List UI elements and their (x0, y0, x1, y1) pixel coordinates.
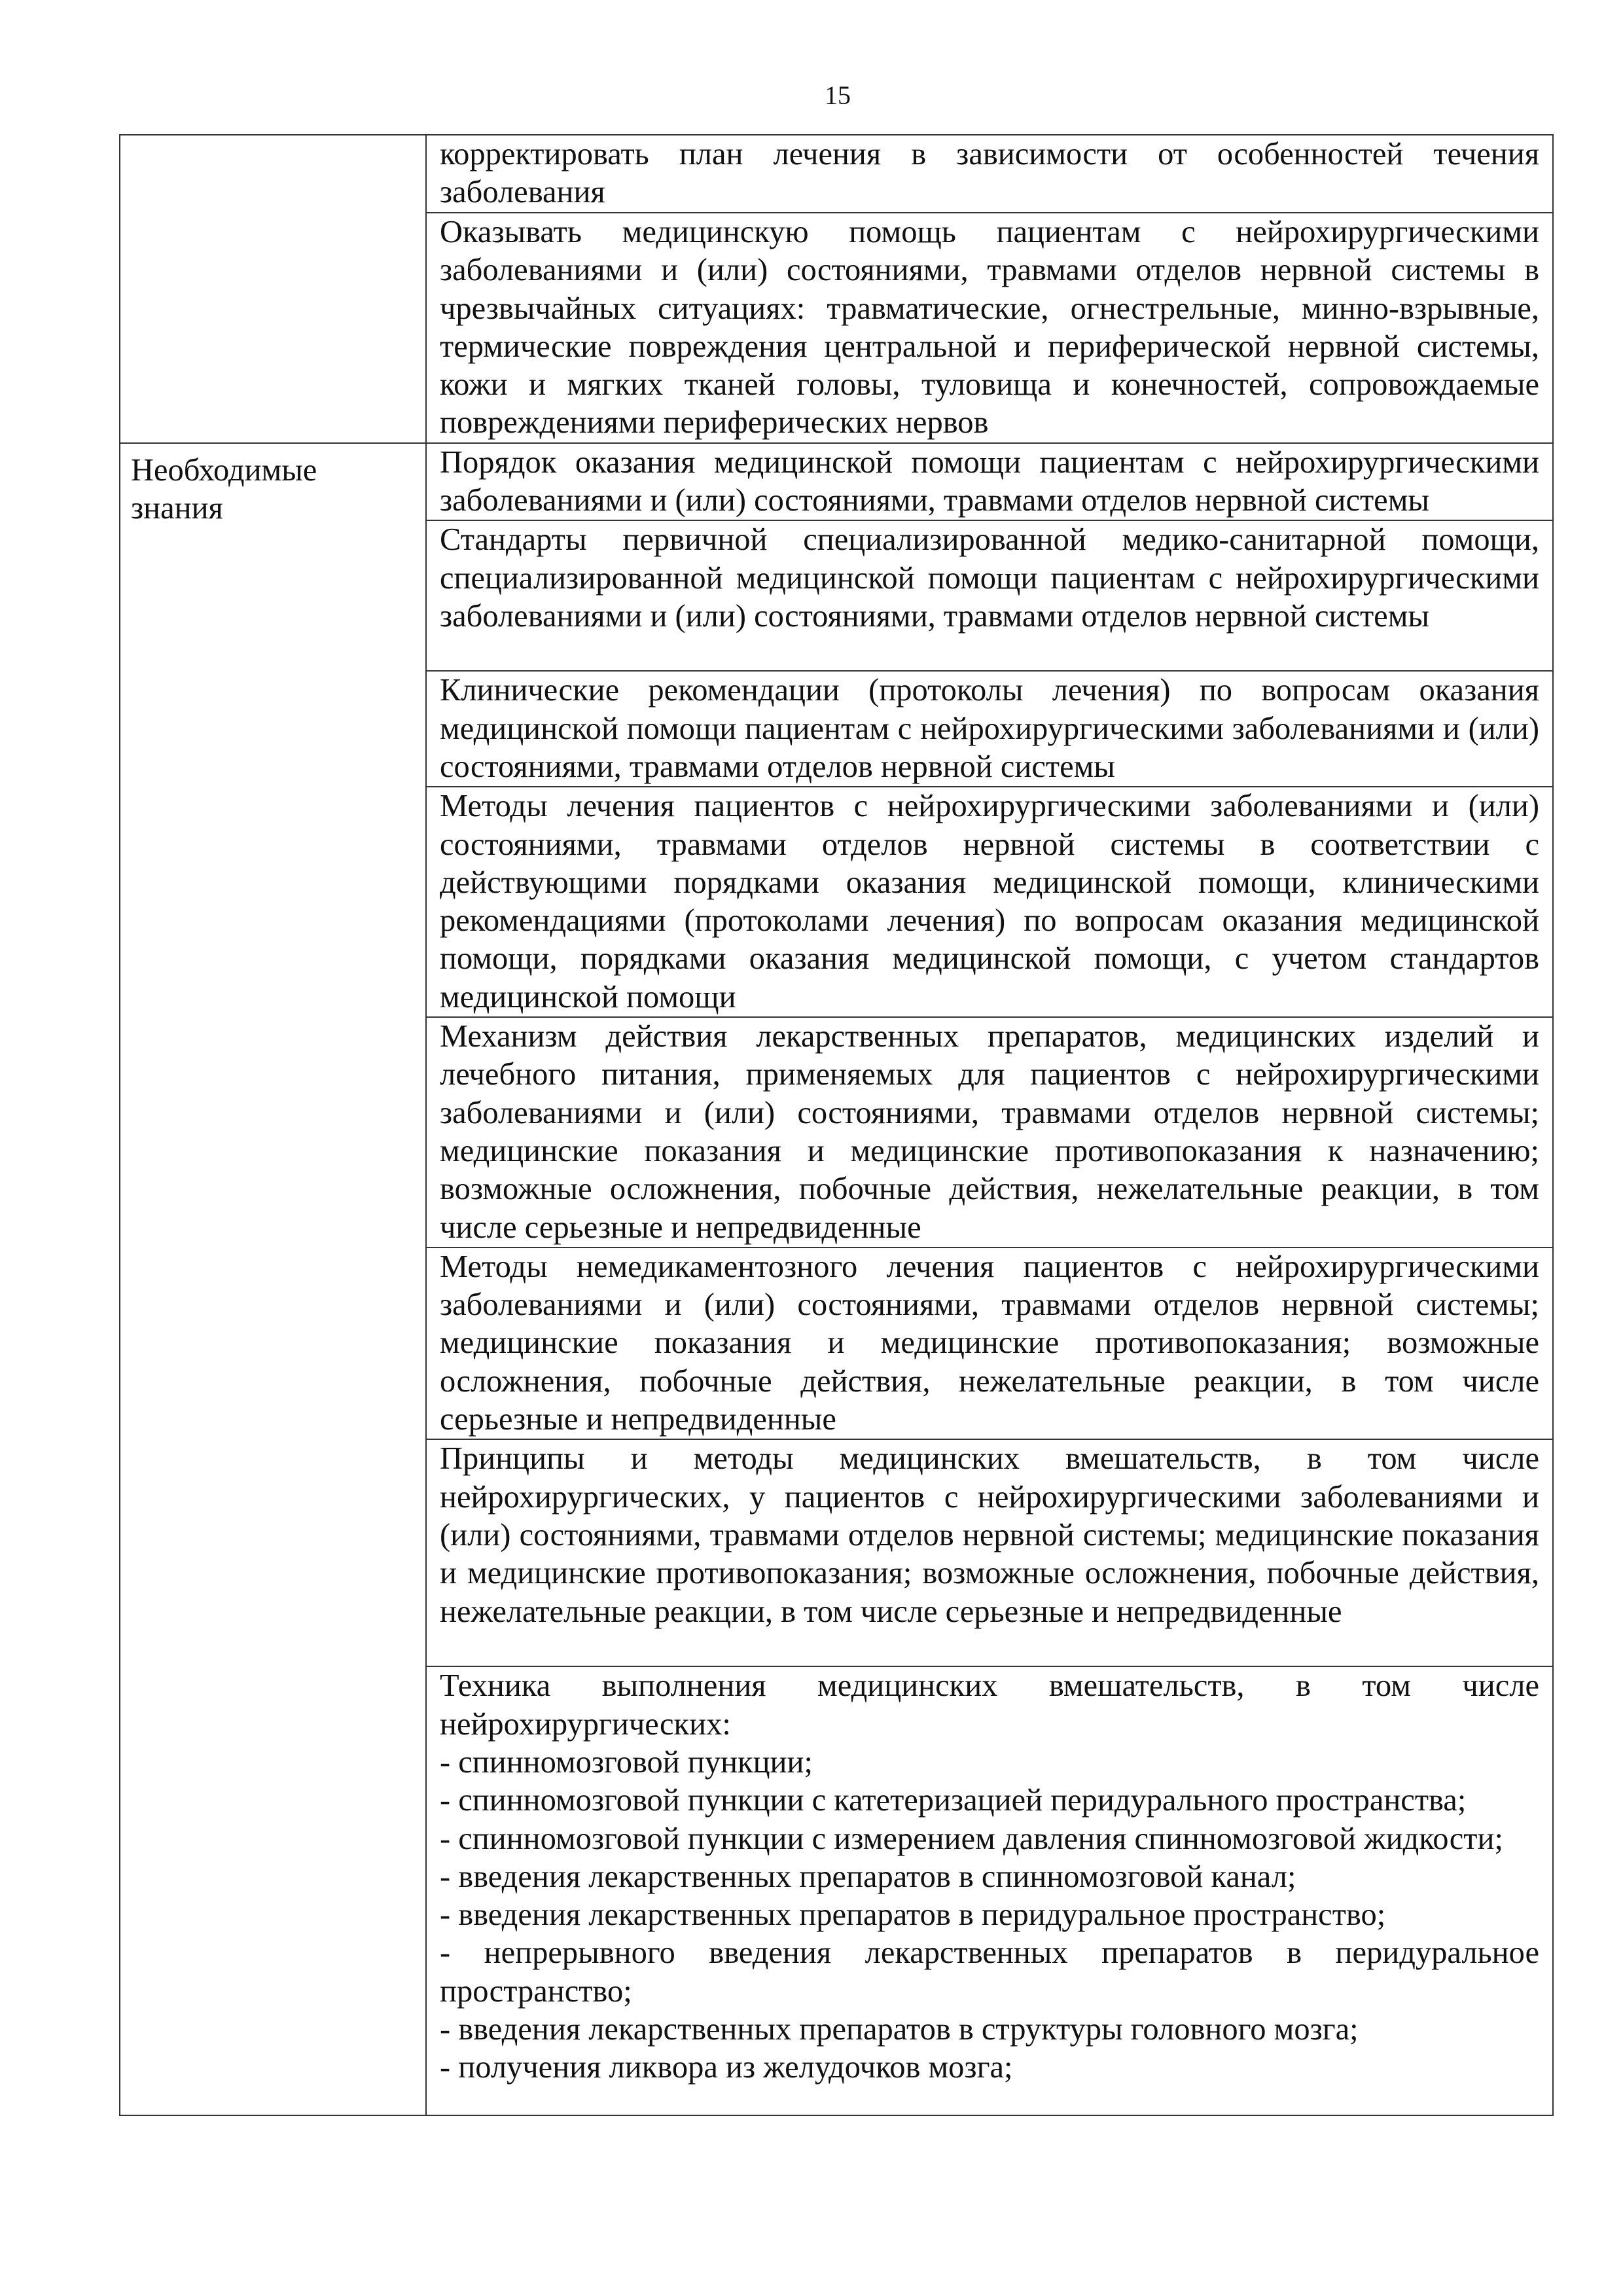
table-cell (426, 671, 1553, 787)
table-row (120, 135, 1553, 213)
cell-text: Стандарты первичной специализированной медико-санитарной помощи, специализированной медицинской помощи пациентам с нейрохирургическими заболеваниями и (или) состояниями, травмами отделов нервной системы (440, 522, 1539, 634)
cell-text: корректировать план лечения в зависимости от особенностей течения заболевания (440, 137, 1539, 210)
cell-text: Порядок оказания медицинской помощи пациентам с нейрохирургическими заболеваниями и (или) состояниями, травмами отделов нервной системы (440, 444, 1539, 518)
page-number: 15 (825, 81, 851, 110)
row-label-cell: Необходимые знания (120, 443, 426, 2116)
cell-text: Клинические рекомендации (протоколы лечения) по вопросам оказания медицинской помощи пациентам с нейрохирургическими заболеваниями и (или) состояниями, травмами отделов нервной системы (440, 673, 1539, 784)
cell-text: Механизм действия лекарственных препаратов, медицинских изделий и лечебного питания, применяемых для пациентов с нейрохирургическими заболеваниями и (или) состояниями, травмами отделов нервной системы; медицинские показания и медицинские противопоказания к назначению; возможные осложнения, побочные действия, нежелательные реакции, в том числе серьезные и непредвиденные (440, 1019, 1539, 1245)
table-cell (426, 520, 1553, 671)
table-cell (426, 787, 1553, 1017)
table-cell (426, 1666, 1553, 2115)
table-cell (426, 1247, 1553, 1439)
cell-text: Принципы и методы медицинских вмешательств, в том числе нейрохирургических, у пациентов с нейрохирургическими заболеваниями и (или) состояниями, травмами отделов нервной системы; медицинские показания и медицинские противопоказания; возможные осложнения, побочные действия, нежелательные реакции, в том числе серьезные и непредвиденные (440, 1441, 1539, 1629)
cell-text: Техника выполнения медицинских вмешательств, в том числе нейрохирургических: - спинномозговой пункции; - спинномозговой пункции с катетеризацией перидурального пространства; - спинномозговой пункции с измерением давления спинномозговой жидкости; - введения лекарственных препаратов в спинномозговой канал; - введения лекарственных препаратов в перидуральное пространство; - непрерывного введения лекарственных препаратов в перидуральное пространство; - введения лекарственных препаратов в структуры головного мозга; - получения ликвора из желудочков мозга; (440, 1668, 1539, 2085)
cell-text: Методы немедикаментозного лечения пациентов с нейрохирургическими заболеваниями и (или) состояниями, травмами отделов нервной системы; медицинские показания и медицинские противопоказания; возможные осложнения, побочные действия, нежелательные реакции, в том числе серьезные и непредвиденные (440, 1249, 1539, 1437)
requirements-table (119, 134, 1554, 2116)
row-label-cell (120, 135, 426, 443)
table-cell (426, 1017, 1553, 1247)
cell-text: Оказывать медицинскую помощь пациентам с нейрохирургическими заболеваниями и (или) состояниями, травмами отделов нервной системы в чрезвычайных ситуациях: травматические, огнестрельные, минно-взрывные, термические повреждения центральной и периферической нервной системы, кожи и мягких тканей головы, туловища и конечностей, сопровождаемые повреждениями периферических нервов (440, 215, 1539, 440)
table-cell (426, 213, 1553, 443)
table-cell (426, 1439, 1553, 1666)
table-cell (426, 135, 1553, 213)
cell-text: Методы лечения пациентов с нейрохирургическими заболеваниями и (или) состояниями, травмами отделов нервной системы в соответствии с действующими порядками оказания медицинской помощи, клиническими рекомендациями (протоколами лечения) по вопросам оказания медицинской помощи, порядками оказания медицинской помощи, с учетом стандартов медицинской помощи (440, 789, 1539, 1014)
table-cell (426, 443, 1553, 521)
table-row (120, 443, 1553, 521)
